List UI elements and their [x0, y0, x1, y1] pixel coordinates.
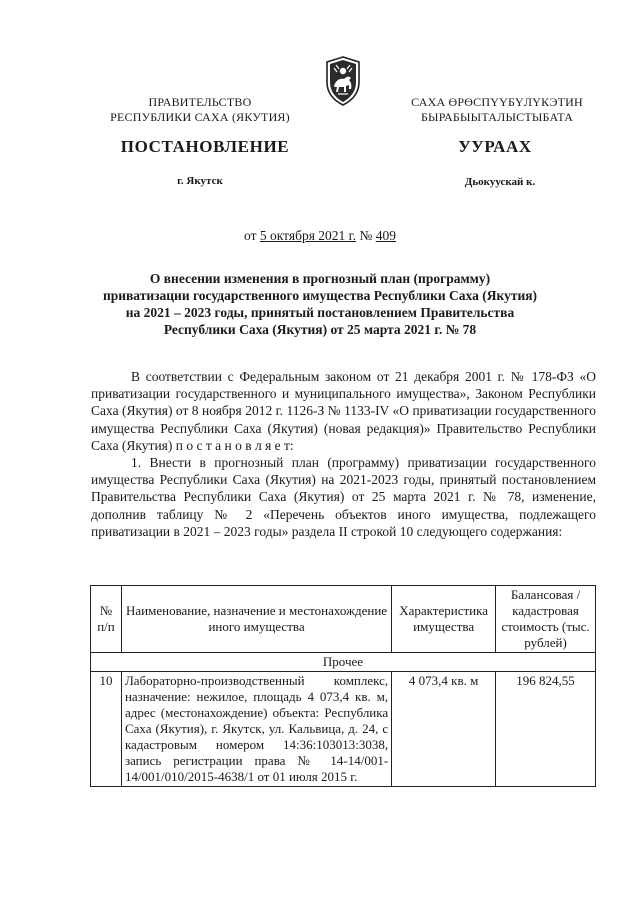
table-section-row — [91, 653, 596, 672]
doc-type-sah: УУРААХ — [458, 137, 532, 156]
row-name: Лабораторно-производственный комплекс, назначение: нежилое, площадь 4 073,4 кв. м, адрес (местонахождение) объекта: Республика Саха (Якутия), г. Якутск, ул. Кальвица, д. 24, с кадастровым номером 14:36:103013:3038, запись регистрации права № 14-14/001-14/001/010/2015-4638/1 от 01 июля 2015 г. — [121, 672, 391, 787]
clause-1-paragraph: 1. Внести в прогнозный план (программу) приватизации государственного имущества Республики Саха (Якутия) на 2021-2023 годы, принятый постановлением Правительства Республики Саха (Якутия) от 25 марта 2021 г. № 78, изменение, дополнив таблицу № 2 «Перечень объектов иного имущества, подлежащего приватизации в 2021 – 2023 годы» раздела II строкой 10 следующего содержания: — [91, 455, 596, 539]
header-num: № п/п — [91, 586, 122, 653]
city-ru: г. Якутск — [177, 175, 223, 187]
document-date: 5 октября 2021 г. — [259, 228, 357, 243]
header-characteristic: Характеристика имущества — [392, 586, 496, 653]
document-number: 409 — [375, 228, 396, 243]
table-row — [91, 672, 596, 787]
government-name-ru-line1: ПРАВИТЕЛЬСТВО — [148, 95, 252, 109]
government-name-sah-line2: БЫРАБЫЫТАЛЫСТЫБАТА — [420, 110, 574, 124]
section-label: Прочее — [91, 653, 596, 672]
coat-of-arms-icon — [322, 56, 364, 106]
row-characteristic: 4 073,4 кв. м — [392, 672, 496, 787]
doc-type-ru: ПОСТАНОВЛЕНИЕ — [120, 137, 290, 156]
city-sah: Дьокуускай к. — [464, 176, 536, 188]
preamble-paragraph: В соответствии с Федеральным законом от 21 декабря 2001 г. № 178-ФЗ «О приватизации государственного и муниципального имущества», Законом Республики Саха (Якутия) от 8 ноября 2012 г. 1126-З № 1133-IV «О приватизации государственного имущества Республики Саха (Якутия) (новая редакция)» Правительство Республики Саха (Якутия) п о с т а н о в л я е т: — [91, 369, 596, 453]
number-sign: № — [359, 228, 373, 243]
date-prefix: от — [244, 228, 257, 243]
document-title — [100, 270, 540, 338]
government-name-sah-line1: САХА ӨРӨСПҮҮБҮЛҮКЭТИН — [411, 95, 583, 109]
row-num: 10 — [91, 672, 122, 787]
header-name: Наименование, назначение и местонахождение иного имущества — [121, 586, 391, 653]
title-line2: приватизации государственного имущества Республики Саха (Якутия) — [102, 288, 538, 303]
title-line4: Республики Саха (Якутия) от 25 марта 2021 г. № 78 — [163, 322, 477, 337]
row-cost: 196 824,55 — [496, 672, 596, 787]
government-name-sah — [392, 95, 602, 125]
title-line3: на 2021 – 2023 годы, принятый постановлением Правительства — [125, 305, 515, 320]
property-table — [90, 585, 596, 787]
government-name-ru — [95, 95, 305, 125]
date-line — [0, 228, 640, 244]
title-line1: О внесении изменения в прогнозный план (программу) — [149, 271, 491, 286]
header-cost: Балансовая / кадастровая стоимость (тыс. рублей) — [496, 586, 596, 653]
table-header-row — [91, 586, 596, 653]
document-body — [91, 368, 596, 540]
government-name-ru-line2: РЕСПУБЛИКИ САХА (ЯКУТИЯ) — [110, 110, 290, 124]
